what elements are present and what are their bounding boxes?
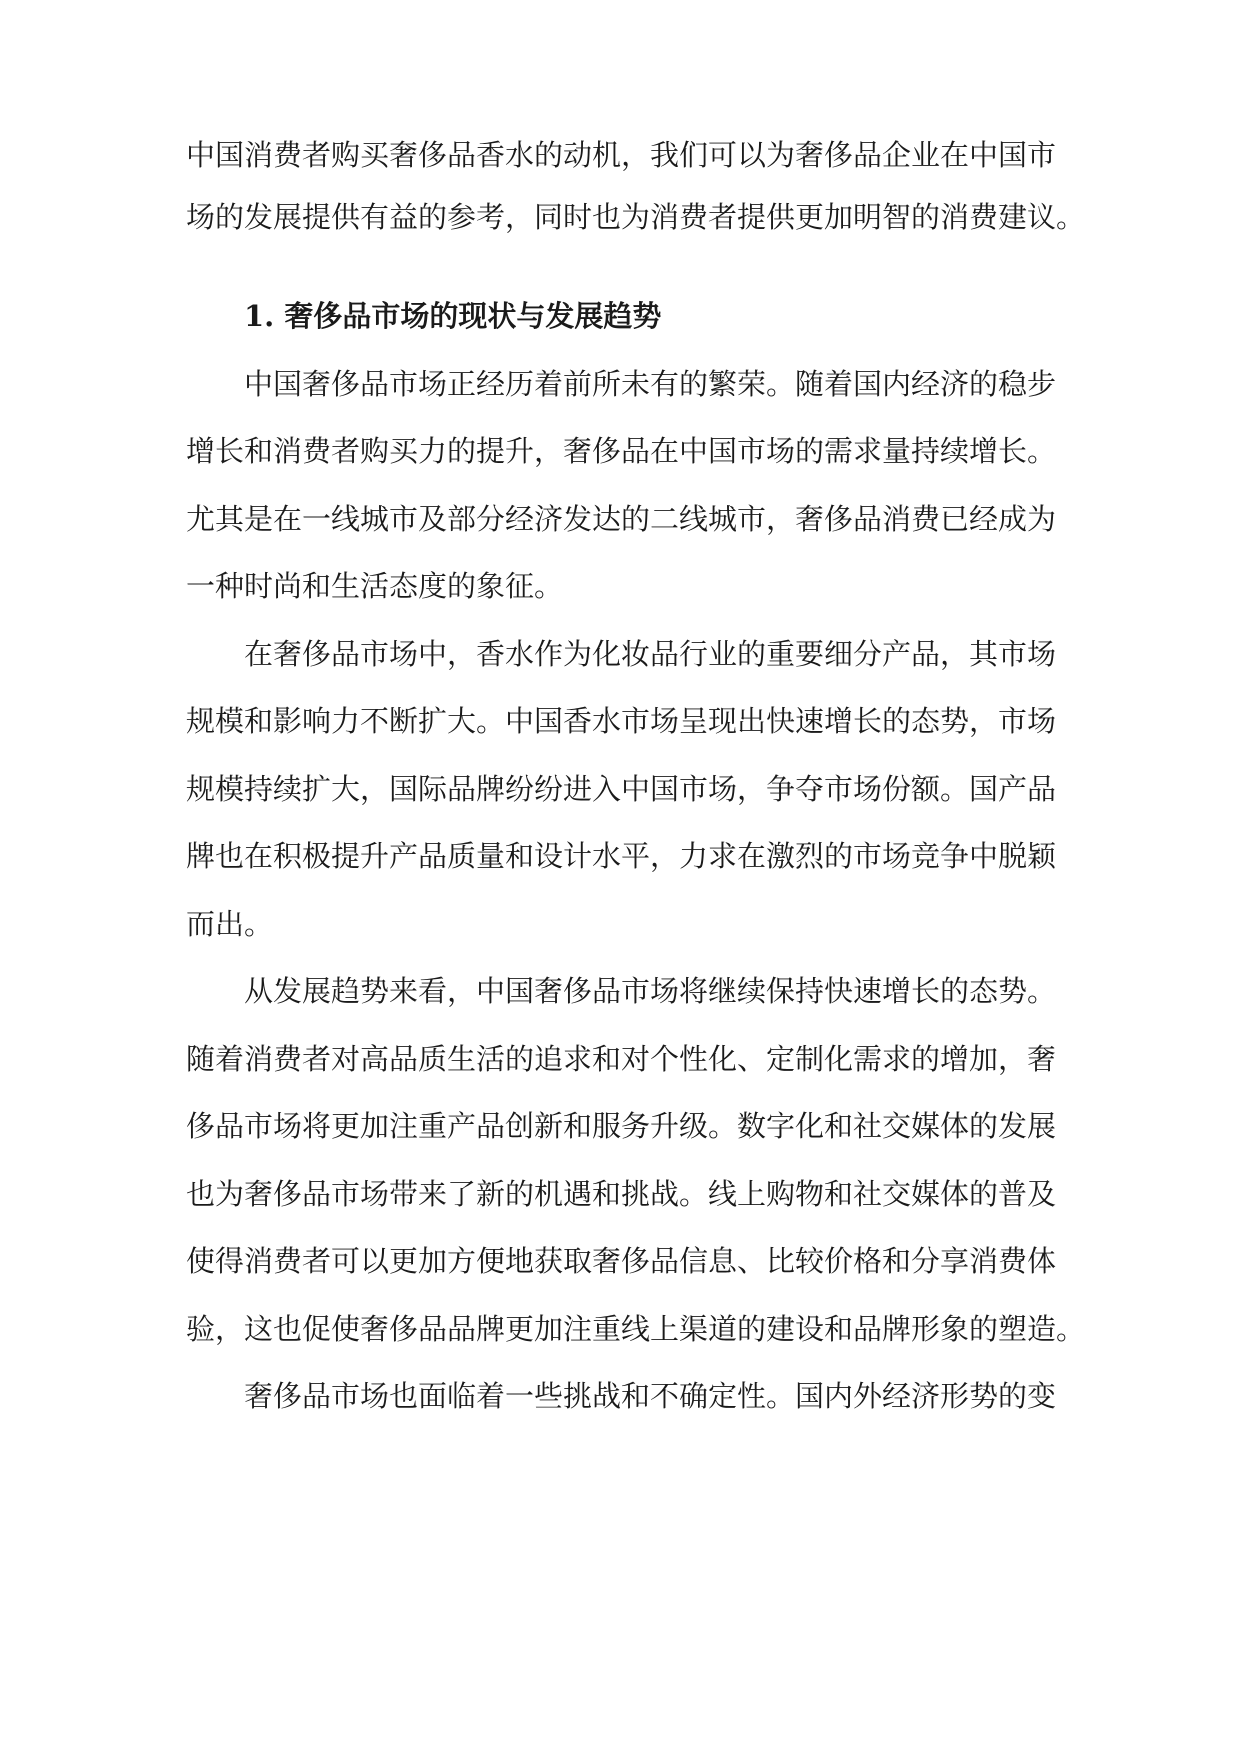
paragraph-2-line-3: 规模持续扩大，国际品牌纷纷进入中国市场，争夺市场份额。国产品	[186, 772, 1057, 806]
paragraph-3-line-6: 验，这也促使奢侈品品牌更加注重线上渠道的建设和品牌形象的塑造。	[186, 1312, 1086, 1346]
intro-line-1: 中国消费者购买奢侈品香水的动机，我们可以为奢侈品企业在中国市	[186, 138, 1057, 172]
paragraph-2-line-4: 牌也在积极提升产品质量和设计水平，力求在激烈的市场竞争中脱颖	[186, 839, 1057, 873]
paragraph-2-line-5: 而出。	[186, 907, 274, 941]
section-heading: 1. 奢侈品市场的现状与发展趋势	[244, 299, 662, 333]
intro-line-2: 场的发展提供有益的参考，同时也为消费者提供更加明智的消费建议。	[186, 200, 1086, 234]
paragraph-2-line-1: 在奢侈品市场中，香水作为化妆品行业的重要细分产品，其市场	[244, 637, 1057, 671]
paragraph-4-line-1: 奢侈品市场也面临着一些挑战和不确定性。国内外经济形势的变	[244, 1379, 1057, 1413]
paragraph-1-line-4: 一种时尚和生活态度的象征。	[186, 569, 564, 603]
paragraph-3-line-4: 也为奢侈品市场带来了新的机遇和挑战。线上购物和社交媒体的普及	[186, 1177, 1057, 1211]
paragraph-3-line-3: 侈品市场将更加注重产品创新和服务升级。数字化和社交媒体的发展	[186, 1109, 1057, 1143]
paragraph-1-line-3: 尤其是在一线城市及部分经济发达的二线城市，奢侈品消费已经成为	[186, 502, 1057, 536]
paragraph-3-line-1: 从发展趋势来看，中国奢侈品市场将继续保持快速增长的态势。	[244, 974, 1057, 1008]
paragraph-2-line-2: 规模和影响力不断扩大。中国香水市场呈现出快速增长的态势，市场	[186, 704, 1057, 738]
paragraph-3-line-2: 随着消费者对高品质生活的追求和对个性化、定制化需求的增加，奢	[186, 1042, 1057, 1076]
paragraph-1-line-2: 增长和消费者购买力的提升，奢侈品在中国市场的需求量持续增长。	[186, 434, 1057, 468]
paragraph-3-line-5: 使得消费者可以更加方便地获取奢侈品信息、比较价格和分享消费体	[186, 1244, 1057, 1278]
paragraph-1-line-1: 中国奢侈品市场正经历着前所未有的繁荣。随着国内经济的稳步	[244, 367, 1057, 401]
